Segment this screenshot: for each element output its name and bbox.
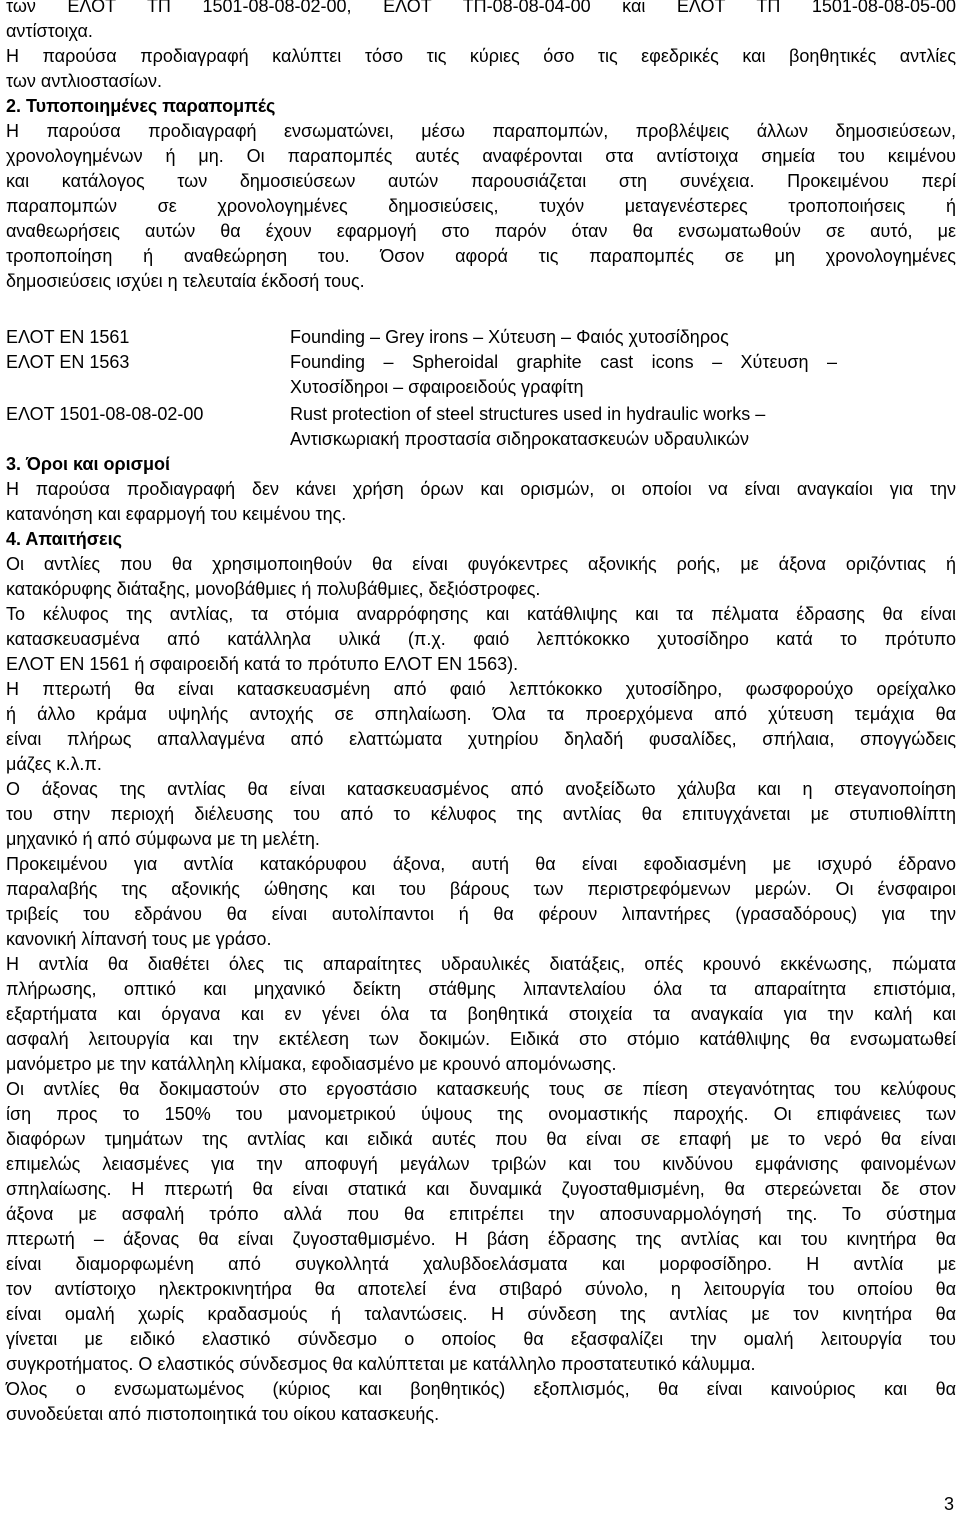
- paragraph-line: συγκροτήματος. Ο ελαστικός σύνδεσμος θα καλύπτεται με κατάλληλο προστατευτικό κάλυμμα.: [6, 1354, 756, 1374]
- reference-code: ΕΛΟΤ ΕΝ 1563: [6, 352, 130, 372]
- paragraph-line: τροποποίηση ή αναθεώρηση του. Όσον αφορά τις παραπομπές σε μη χρονολογημένες: [6, 246, 956, 266]
- reference-row: [6, 350, 956, 400]
- paragraph-line: Η αντλία θα διαθέτει όλες τις απαραίτητες υδραυλικές διατάξεις, οπές κρουνό εκκένωσης, πώματα: [6, 954, 956, 974]
- paragraph-line: κανονική λίπανσή τους με γράσο.: [6, 929, 272, 949]
- reference-title-continued: Χυτοσίδηροι – σφαιροειδούς γραφίτη: [290, 377, 584, 397]
- paragraph-line: ασφαλή λειτουργία και την εκτέλεση των δοκιμών. Ειδικά στο στόμιο κατάθλιψης θα ενσωματωθεί: [6, 1029, 956, 1049]
- page-number: 3: [943, 1494, 954, 1514]
- section-3-heading: 3. Όροι και ορισμοί: [6, 454, 170, 474]
- paragraph-line: μανόμετρο με την κατάλληλη κλίμακα, εφοδιασμένο με κρουνό απομόνωσης.: [6, 1054, 617, 1074]
- paragraph-line: πλήρωσης, οπτικό και μηχανικό δείκτη στάθμης λιπαντελαίου όλα τα απαραίτητα επιστόμια,: [6, 979, 956, 999]
- reference-title: Founding – Spheroidal graphite cast icons – Χύτευση –: [290, 352, 837, 372]
- paragraph-line: Η παρούσα προδιαγραφή καλύπτει τόσο τις κύριες όσο τις εφεδρικές και βοηθητικές αντλίες: [6, 46, 956, 66]
- paragraph-line: σπηλαίωσης. Η πτερωτή θα είναι στατικά και δυναμικά ζυγοσταθμισμένη, θα στερεώνεται δε στον: [6, 1179, 956, 1199]
- paragraph-line: κατασκευασμένα από κατάλληλα υλικά (π.χ. φαιό λεπτόκοκκο χυτοσίδηρο κατά το πρότυπο: [6, 629, 956, 649]
- paragraph-line: Οι αντλίες που θα χρησιμοποιηθούν θα είναι φυγόκεντρες αξονικής ροής, με άξονα οριζόντιας ή: [6, 554, 956, 574]
- paragraph-line: Η παρούσα προδιαγραφή ενσωματώνει, μέσω παραπομπών, προβλέψεις άλλων δημοσιεύσεων,: [6, 121, 956, 141]
- paragraph-line: είναι ομαλή χωρίς κραδασμούς ή ταλαντώσεις. Η σύνδεση της αντλίας με τον κινητήρα θα: [6, 1304, 956, 1324]
- reference-title: Rust protection of steel structures used in hydraulic works –: [290, 404, 766, 424]
- paragraph-line: Το κέλυφος της αντλίας, τα στόμια αναρρόφησης και κατάθλιψης και τα πέλματα έδρασης θα είναι: [6, 604, 956, 624]
- paragraph-line: Όλος ο ενσωματωμένος (κύριος και βοηθητικός) εξοπλισμός, θα είναι καινούριος και θα: [6, 1379, 956, 1399]
- paragraph-line: είναι διαμορφωμένη από συγκολλητά χαλυβδοελάσματα και μορφοσίδηρο. Η αντλία με: [6, 1254, 956, 1274]
- paragraph-line: παραπομπών σε χρονολογημένες δημοσιεύσεις, τυχόν μεταγενέστερες τροποποιήσεις ή: [6, 196, 956, 216]
- paragraph-line: αντίστοιχα.: [6, 21, 93, 41]
- section-2-heading: 2. Τυποποιημένες παραπομπές: [6, 96, 276, 116]
- paragraph-line: μάζες κ.λ.π.: [6, 754, 102, 774]
- paragraph-line: των αντλιοστασίων.: [6, 71, 162, 91]
- paragraph-line: κατακόρυφης διάταξης, μονοβάθμιες ή πολυβάθμιες, δεξιόστροφες.: [6, 579, 541, 599]
- paragraph-line: Η παρούσα προδιαγραφή δεν κάνει χρήση όρων και ορισμών, οι οποίοι να είναι αναγκαίοι για την: [6, 479, 956, 499]
- paragraph-line: επιμελώς λειασμένες για την αποφυγή μεγάλων τριβών και του κινδύνου εμφάνισης φαινομένων: [6, 1154, 956, 1174]
- paragraph-line: γίνεται με ειδικό ελαστικό σύνδεσμο ο οποίος θα εξασφαλίζει την ομαλή λειτουργία του: [6, 1329, 956, 1349]
- paragraph-line: και κατάλογος των δημοσιεύσεων αυτών παρουσιάζεται στη συνέχεια. Προκειμένου περί: [6, 171, 956, 191]
- paragraph-line: άξονα με ασφαλή τρόπο αλλά που θα επιτρέπει την αποσυναρμολόγησή της. Το σύστημα: [6, 1204, 956, 1224]
- paragraph-line: τριβείς του εδράνου θα είναι αυτολίπαντοι ή θα φέρουν λιπαντήρες (γρασαδόρους) για την: [6, 904, 956, 924]
- paragraph-line: παραλαβής της αξονικής ώθησης και του βάρους των περιστρεφόμενων μερών. Οι ένσφαιροι: [6, 879, 956, 899]
- reference-title-continued: Αντισκωριακή προστασία σιδηροκατασκευών υδραυλικών: [290, 429, 749, 449]
- section-4-heading: 4. Απαιτήσεις: [6, 529, 122, 549]
- paragraph-line: δημοσιεύσεις ισχύει η τελευταία έκδοσή τους.: [6, 271, 365, 291]
- paragraph-line: τον αντίστοιχο ηλεκτροκινητήρα θα αποτελεί ένα στιβαρό σύνολο, η λειτουργία του οποίου θα: [6, 1279, 956, 1299]
- reference-title: Founding – Grey irons – Χύτευση – Φαιός χυτοσίδηρος: [290, 327, 729, 347]
- paragraph-line: κατανόηση και εφαρμογή του κειμένου της.: [6, 504, 347, 524]
- paragraph-line: είναι πλήρως απαλλαγμένα από ελαττώματα χυτηρίου δηλαδή φυσαλίδες, σπήλαια, σπογγώδεις: [6, 729, 956, 749]
- paragraph-line: Η πτερωτή θα είναι κατασκευασμένη από φαιό λεπτόκοκκο χυτοσίδηρο, φωσφορούχο ορείχαλκο: [6, 679, 956, 699]
- paragraph-line: Προκειμένου για αντλία κατακόρυφου άξονα, αυτή θα είναι εφοδιασμένη με ισχυρό έδρανο: [6, 854, 956, 874]
- reference-row: [6, 325, 956, 350]
- paragraph-line: χρονολογημένων ή μη. Οι παραπομπές αυτές αναφέρονται στα αντίστοιχα σημεία του κειμένου: [6, 146, 956, 166]
- reference-row: [6, 402, 956, 452]
- paragraph-line: συνοδεύεται από πιστοποιητικά του οίκου κατασκευής.: [6, 1404, 440, 1424]
- paragraph-line: Οι αντλίες θα δοκιμαστούν στο εργοστάσιο κατασκευής τους σε πίεση στεγανότητας του κελύφους: [6, 1079, 956, 1099]
- paragraph-line: διαφόρων τμημάτων της αντλίας και ειδικά αυτές που θα είναι σε επαφή με το νερό θα είναι: [6, 1129, 956, 1149]
- paragraph-line: αναθεωρήσεις αυτών θα έχουν εφαρμογή στο παρόν όταν θα ενσωματωθούν σε αυτό, με: [6, 221, 956, 241]
- paragraph-line: του στην περιοχή διέλευσης του από το κέλυφος της αντλίας θα επιτυγχάνεται με στυπιοθλίπτη: [6, 804, 956, 824]
- paragraph-line: εξαρτήματα και όργανα και εν γένει όλα τα βοηθητικά στοιχεία τα αναγκαία για την καλή και: [6, 1004, 956, 1024]
- paragraph-line: πτερωτή – άξονας θα είναι ζυγοσταθμισμένο. Η βάση έδρασης της αντλίας και του κινητήρα θα: [6, 1229, 956, 1249]
- paragraph-line: ίση προς το 150% του μανομετρικού ύψους της ονομαστικής παροχής. Οι επιφάνειες των: [6, 1104, 956, 1124]
- paragraph-line: Ο άξονας της αντλίας θα είναι κατασκευασμένος από ανοξείδωτο χάλυβα και η στεγανοποίηση: [6, 779, 956, 799]
- paragraph-line: ή άλλο κράμα υψηλής αντοχής σε σπηλαίωση. Όλα τα προερχόμενα από χύτευση τεμάχια θα: [6, 704, 956, 724]
- paragraph-line: μηχανικό ή από σύμφωνα με τη μελέτη.: [6, 829, 320, 849]
- paragraph-line: ΕΛΟΤ ΕΝ 1561 ή σφαιροειδή κατά το πρότυπο ΕΛΟΤ ΕΝ 1563).: [6, 654, 519, 674]
- paragraph-line: των ΕΛΟΤ ΤΠ 1501-08-08-02-00, ΕΛΟΤ ΤΠ-08-08-04-00 και ΕΛΟΤ ΤΠ 1501-08-08-05-00: [6, 0, 956, 16]
- reference-code: ΕΛΟΤ 1501-08-08-02-00: [6, 404, 204, 424]
- reference-code: ΕΛΟΤ ΕΝ 1561: [6, 327, 130, 347]
